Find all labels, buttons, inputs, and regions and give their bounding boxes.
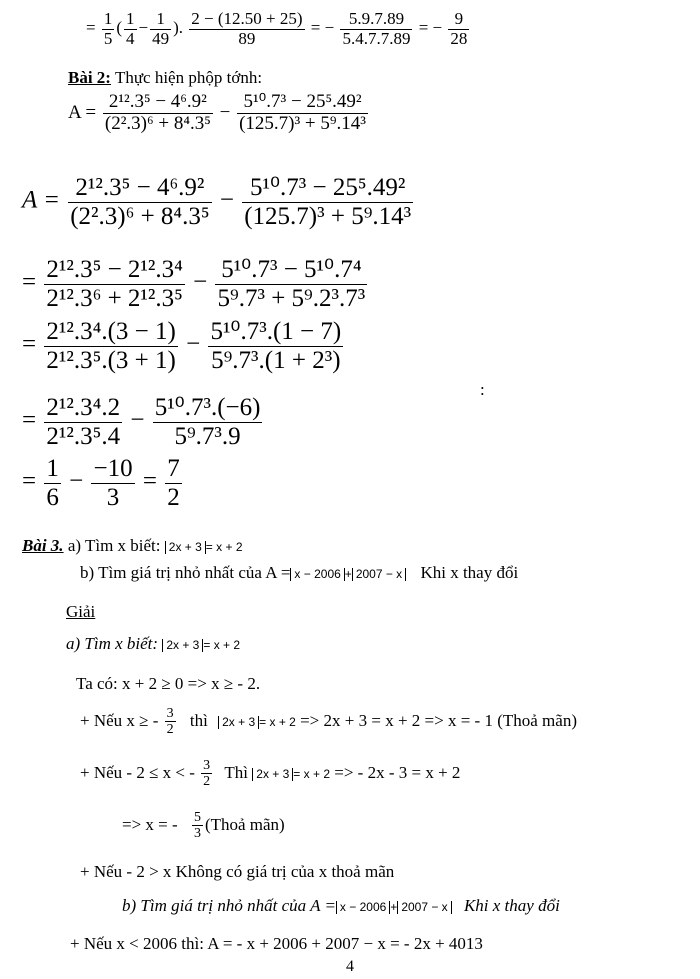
- equals-sign: =: [22, 330, 37, 358]
- abs-expression: 2x + 3: [252, 768, 293, 781]
- equation-rhs: = x + 2: [259, 714, 296, 729]
- fraction: [448, 10, 469, 48]
- denominator: (125.7)³ + 5⁹.14³: [239, 112, 366, 134]
- numerator: 5¹⁰.7³.(−6): [154, 394, 261, 421]
- operator: −: [69, 467, 84, 495]
- fraction: [44, 256, 185, 312]
- case-text: thì: [189, 710, 208, 730]
- numerator: 9: [448, 10, 469, 30]
- denominator: 2¹².3⁵.(3 + 1): [46, 346, 176, 374]
- bai2-heading: [68, 68, 262, 88]
- paren: (: [116, 18, 123, 38]
- abs-expression: x − 2006: [290, 568, 344, 581]
- denominator: 28: [450, 28, 468, 48]
- denominator: 5⁹.7³.(1 + 2³): [211, 346, 341, 374]
- numerator: 3: [166, 706, 174, 721]
- case-text: Thì: [224, 762, 249, 782]
- equals-sign: =: [86, 18, 96, 38]
- equals-sign: =: [22, 268, 37, 296]
- numerator: 2¹².3⁵ − 4⁶.9²: [103, 92, 213, 114]
- part-b-tail: Khi x thay đổi: [463, 896, 560, 915]
- bai2-label: Bài 2:: [68, 68, 111, 87]
- denominator: (2².3)⁶ + 8⁴.3⁵: [104, 112, 211, 134]
- case-2-line: [80, 758, 460, 790]
- fraction: [44, 455, 61, 511]
- bai3-b-tail: Khi x thay đổi: [420, 563, 519, 582]
- fraction: [44, 318, 177, 374]
- numerator: 2¹².3⁴.2: [46, 394, 121, 421]
- case-result: => - 2x - 3 = x + 2: [334, 762, 461, 782]
- fraction: [102, 10, 115, 48]
- fraction: [165, 706, 176, 738]
- solution-step-4: [22, 394, 264, 450]
- bai3-a: [22, 536, 243, 556]
- page-number: 4: [346, 958, 354, 975]
- solution-heading: Giải: [66, 602, 96, 621]
- denominator: 5.4.7.7.89: [342, 28, 411, 48]
- numerator: 5: [193, 810, 201, 825]
- solution-step-3: [22, 318, 345, 374]
- operator: −: [219, 186, 234, 214]
- abs-expression: 2x + 3: [162, 639, 203, 652]
- abs-expression: 2007 − x: [397, 901, 451, 914]
- denominator: 2: [166, 722, 174, 738]
- fraction: [340, 10, 412, 48]
- operator: +: [344, 567, 352, 581]
- part-a-heading: [66, 634, 240, 654]
- fraction: [91, 455, 134, 511]
- bai2-text: Thực hiện phộp tớnh:: [114, 68, 263, 87]
- case-text: + Nếu x ≥ -: [80, 710, 159, 730]
- paren: ).: [173, 18, 184, 38]
- abs-expression: 2x + 3: [218, 716, 259, 729]
- fraction: [189, 10, 304, 48]
- fraction: [192, 810, 203, 842]
- operator: = −: [418, 18, 443, 38]
- case-result: (Thoả mãn): [204, 814, 285, 834]
- ta-co-line: Ta có: x + 2 ≥ 0 => x ≥ - 2.: [76, 674, 261, 693]
- case-text: => x = -: [122, 814, 178, 834]
- lhs: A =: [68, 101, 97, 123]
- fraction: [208, 318, 343, 374]
- numerator: 2¹².3⁵ − 2¹².3⁴: [46, 256, 183, 283]
- operator: −: [186, 330, 201, 358]
- part-b-heading: [122, 896, 560, 916]
- denominator: 3: [106, 483, 120, 511]
- abs-expression: x − 2006: [336, 901, 390, 914]
- numerator: 1: [103, 9, 113, 28]
- case-3-line: + Nếu - 2 > x Không có giá trị của x thoả mãn: [80, 862, 395, 881]
- denominator: 6: [46, 483, 59, 511]
- numerator: 1: [150, 10, 171, 30]
- numerator: 2 − (12.50 + 25): [191, 9, 303, 28]
- denominator: 5: [103, 28, 113, 48]
- denominator: 3: [193, 826, 201, 842]
- denominator: 5⁹.7³.9: [174, 422, 241, 450]
- operator: −: [130, 406, 145, 434]
- bai3-b-text: b) Tìm giá trị nhỏ nhất của A =: [80, 563, 291, 582]
- bai3-label: Bài 3.: [22, 536, 64, 555]
- operator: −: [138, 18, 149, 38]
- numerator: 1: [46, 455, 59, 482]
- fraction: [150, 10, 171, 48]
- equals-sign: =: [22, 406, 37, 434]
- numerator: 1: [126, 9, 135, 28]
- equals-sign: =: [142, 467, 157, 495]
- fraction: [124, 10, 137, 48]
- denominator: 2: [167, 483, 180, 511]
- denominator: 2: [203, 774, 211, 790]
- previous-result-line: [86, 10, 471, 48]
- case-b-line: + Nếu x < 2006 thì: A = - x + 2006 + 2007 − x = - 2x + 4013: [70, 934, 483, 953]
- case-2-result: [122, 810, 285, 842]
- operator: −: [193, 268, 208, 296]
- fraction: [165, 455, 182, 511]
- denominator: 49: [152, 28, 170, 48]
- fraction: [103, 92, 213, 135]
- numerator: −10: [93, 455, 133, 482]
- operator: −: [219, 101, 231, 123]
- numerator: 5¹⁰.7³ − 25⁵.49²: [237, 92, 368, 114]
- solution-step-1: [22, 174, 415, 230]
- equation-rhs: = x + 2: [293, 766, 330, 781]
- numerator: 3: [203, 758, 211, 773]
- fraction: [242, 174, 413, 230]
- denominator: 4: [126, 28, 135, 48]
- denominator: (2².3)⁶ + 8⁴.3⁵: [70, 202, 210, 230]
- numerator: 7: [167, 455, 180, 482]
- part-b-label: b) Tìm giá trị nhỏ nhất của A =: [122, 896, 336, 915]
- abs-expression: 2x + 3: [165, 541, 206, 554]
- fraction: [153, 394, 263, 450]
- denominator: 89: [238, 28, 256, 48]
- equation-rhs: = x + 2: [205, 540, 243, 554]
- abs-expression: 2007 − x: [352, 568, 406, 581]
- operator: = −: [310, 18, 335, 38]
- bai2-expression: [68, 92, 370, 135]
- case-result: => 2x + 3 = x + 2 => x = - 1 (Thoả mãn): [300, 710, 577, 730]
- equation-rhs: = x + 2: [203, 638, 241, 652]
- numerator: 5¹⁰.7³ − 25⁵.49²: [242, 174, 413, 203]
- numerator: 5¹⁰.7³.(1 − 7): [210, 318, 342, 345]
- denominator: (125.7)³ + 5⁹.14³: [244, 202, 412, 230]
- fraction: [44, 394, 122, 450]
- solution-step-2: [22, 256, 369, 312]
- case-1-line: [80, 706, 577, 738]
- bai3-a-text: a) Tìm x biết:: [67, 536, 161, 555]
- bai3-b: [80, 563, 518, 583]
- fraction: [215, 256, 367, 312]
- fraction: [201, 758, 212, 790]
- fraction: [237, 92, 368, 135]
- numerator: 2¹².3⁴.(3 − 1): [46, 318, 176, 345]
- case-text: + Nếu - 2 ≤ x < -: [80, 762, 195, 782]
- numerator: 5.9.7.89: [340, 10, 412, 30]
- denominator: 2¹².3⁵.4: [46, 422, 121, 450]
- operator: +: [390, 900, 398, 914]
- equals-sign: =: [22, 467, 37, 495]
- fraction: [68, 174, 211, 230]
- denominator: 5⁹.7³ + 5⁹.2³.7³: [217, 284, 366, 312]
- part-a-label: a) Tìm x biết:: [66, 634, 159, 653]
- numerator: 2¹².3⁵ − 4⁶.9²: [68, 174, 211, 203]
- stray-colon: :: [480, 380, 485, 399]
- solution-step-5: [22, 455, 184, 511]
- denominator: 2¹².3⁶ + 2¹².3⁵: [46, 284, 183, 312]
- numerator: 5¹⁰.7³ − 5¹⁰.7⁴: [215, 256, 367, 285]
- lhs: A =: [22, 186, 60, 214]
